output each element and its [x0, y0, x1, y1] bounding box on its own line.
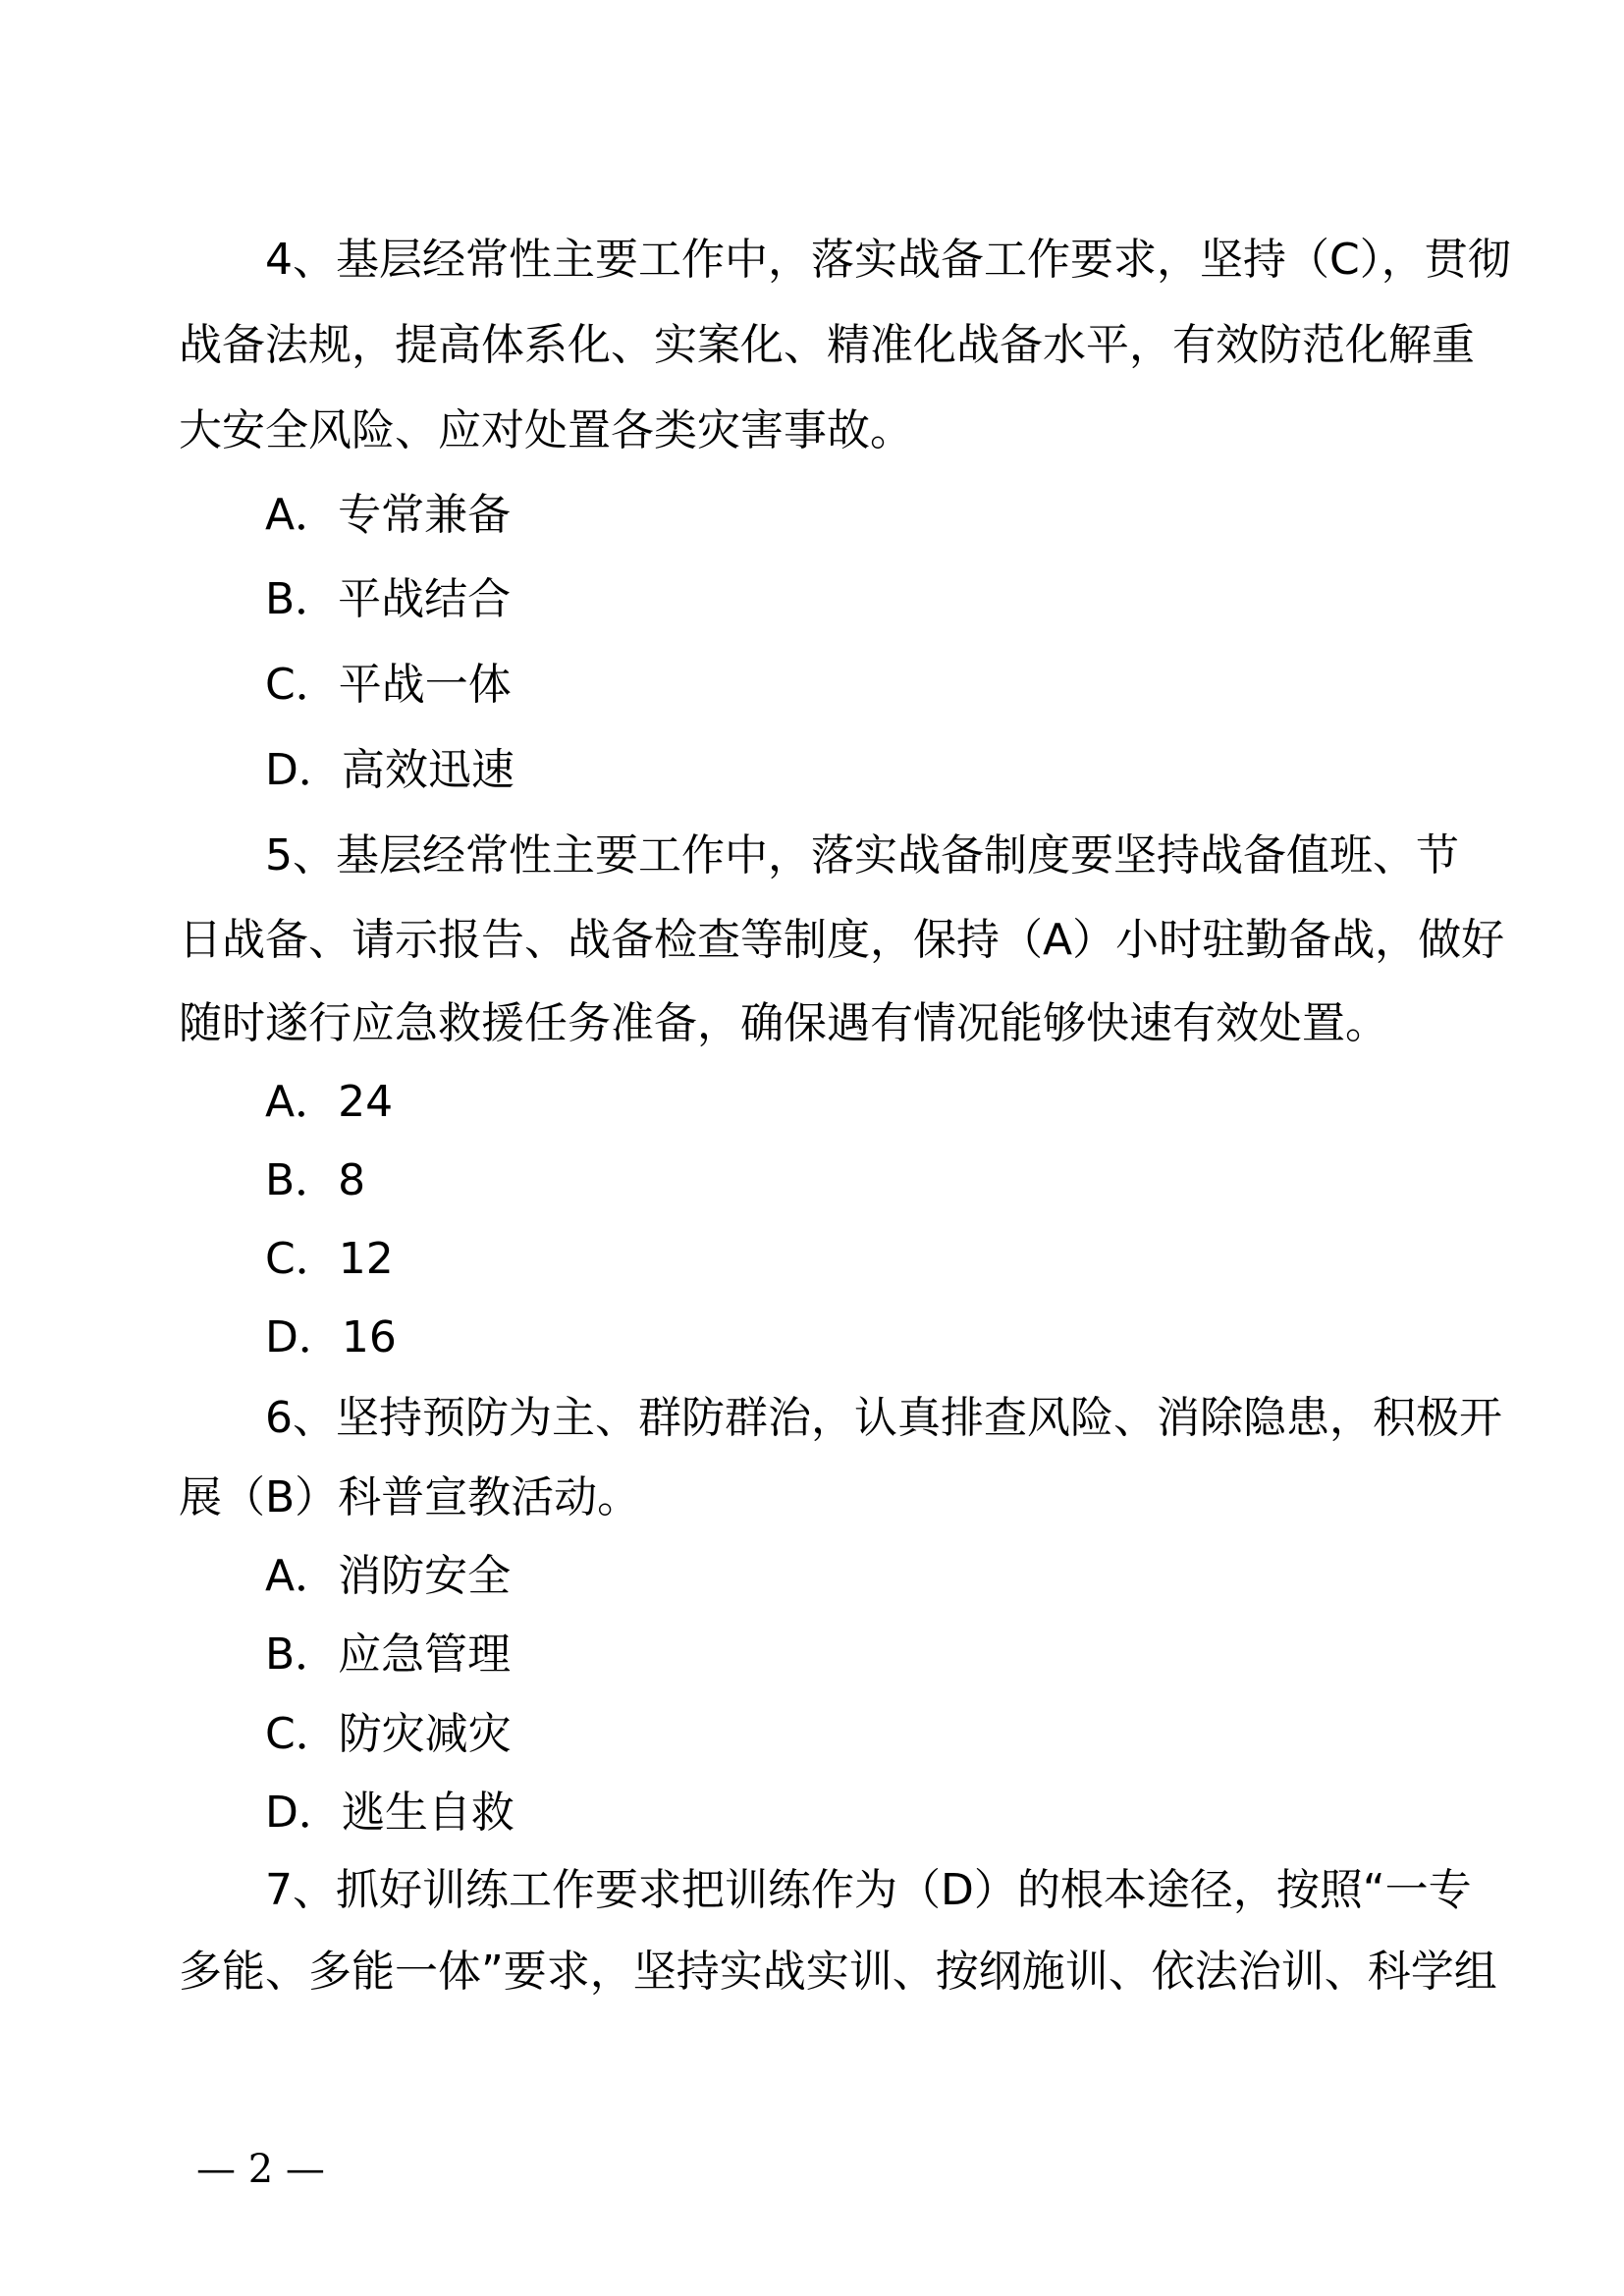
- question-7-line-2: 多能、多能一体”要求，坚持实战实训、按纲施训、依法治训、科学组: [179, 1947, 1497, 1997]
- question-4-option-c: C．平战一体: [265, 660, 512, 710]
- question-6-option-b: B．应急管理: [265, 1629, 512, 1680]
- question-5-option-d: D．16: [265, 1312, 397, 1362]
- question-5-option-a: A．24: [265, 1077, 394, 1127]
- question-4-line-2: 战备法规，提高体系化、实案化、精准化战备水平，有效防范化解重: [179, 320, 1475, 370]
- question-5-line-3: 随时遂行应急救援任务准备，确保遇有情况能够快速有效处置。: [179, 998, 1388, 1048]
- question-5-line-2: 日战备、请示报告、战备检查等制度，保持（A）小时驻勤备战，做好: [179, 915, 1505, 965]
- question-4-option-d: D．高效迅速: [265, 745, 514, 795]
- question-4-line-1: 4、基层经常性主要工作中，落实战备工作要求，坚持（C），贯彻: [265, 235, 1511, 285]
- question-6-line-2: 展（B）科普宣教活动。: [179, 1472, 641, 1522]
- question-6-line-1: 6、坚持预防为主、群防群治，认真排查风险、消除隐患，积极开: [265, 1393, 1502, 1443]
- question-5-line-1: 5、基层经常性主要工作中，落实战备制度要坚持战备值班、节: [265, 830, 1459, 881]
- question-4-option-a: A．专常兼备: [265, 490, 512, 540]
- question-6-option-d: D．逃生自救: [265, 1788, 514, 1838]
- question-4-option-b: B．平战结合: [265, 574, 512, 624]
- question-4-line-3: 大安全风险、应对处置各类灾害事故。: [179, 405, 913, 455]
- question-6-option-c: C．防灾减灾: [265, 1709, 512, 1759]
- question-6-option-a: A．消防安全: [265, 1551, 512, 1601]
- page-number: — 2 —: [196, 2147, 325, 2192]
- question-5-option-c: C．12: [265, 1234, 394, 1284]
- question-7-line-1: 7、抓好训练工作要求把训练作为（D）的根本途径，按照“一专: [265, 1865, 1472, 1915]
- question-5-option-b: B．8: [265, 1155, 366, 1205]
